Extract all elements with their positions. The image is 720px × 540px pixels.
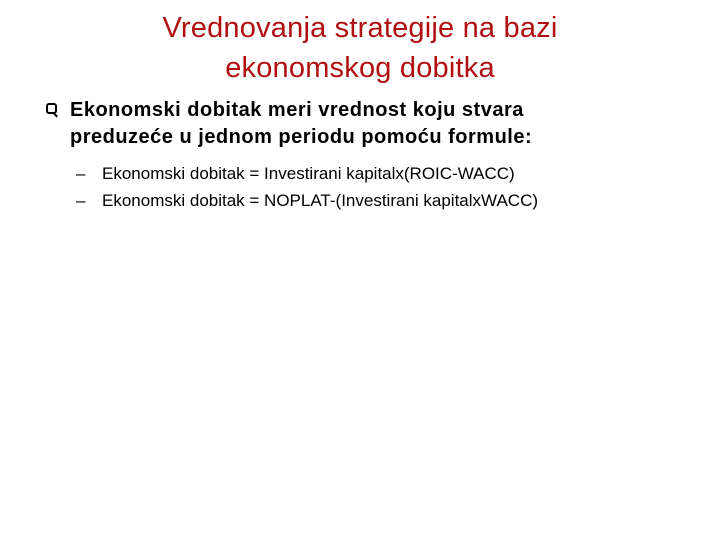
sub-bullet-item bbox=[76, 160, 696, 187]
dash-bullet-icon: – bbox=[76, 191, 86, 210]
sub-bullet-text: Ekonomski dobitak = Investirani kapitalx(ROIC-WACC) bbox=[102, 164, 515, 183]
sub-bullet-text: Ekonomski dobitak = NOPLAT-(Investirani kapitalxWACC) bbox=[102, 191, 539, 210]
main-bullet-block bbox=[46, 97, 686, 151]
checkbox-q-icon bbox=[46, 103, 57, 114]
title-line-2: ekonomskog dobitka bbox=[225, 52, 495, 84]
main-bullet bbox=[46, 97, 686, 151]
main-bullet-line-1: Ekonomski dobitak meri vrednost koju stvara bbox=[70, 99, 524, 121]
sub-bullet-item bbox=[76, 187, 696, 214]
title-line-1: Vrednovanja strategije na bazi bbox=[162, 12, 558, 44]
dash-bullet-icon: – bbox=[76, 164, 86, 183]
sub-bullet-list bbox=[76, 160, 696, 214]
main-bullet-line-2: preduzeće u jednom periodu pomoću formule: bbox=[70, 126, 533, 148]
slide-title bbox=[40, 8, 680, 88]
